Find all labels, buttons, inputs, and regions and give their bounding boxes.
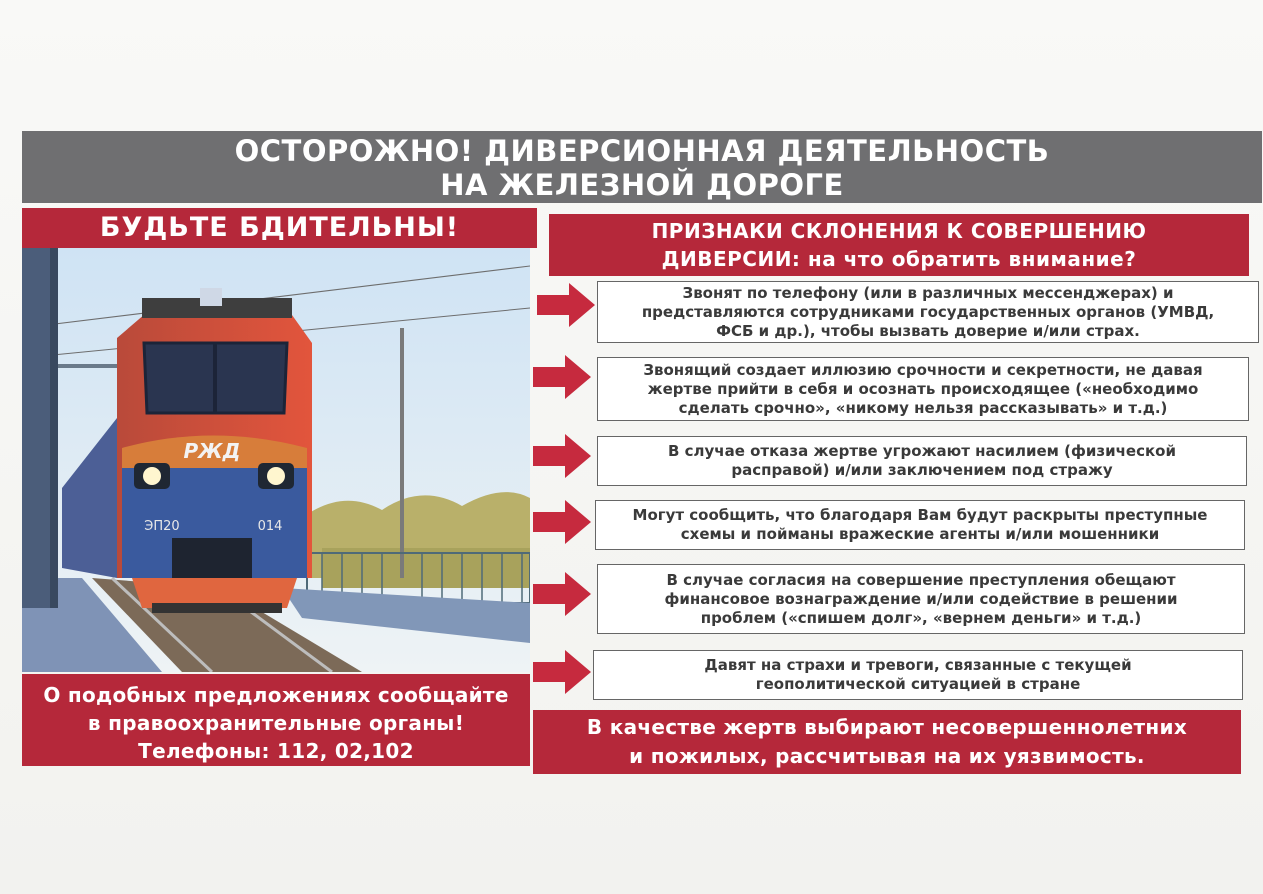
title-line-2: НА ЖЕЛЕЗНОЙ ДОРОГЕ [440,168,844,202]
poster-title [22,131,1262,203]
sign-line: Могут сообщить, что благодаря Вам будут раскрыты преступные [632,506,1208,524]
sign-line: расправой) и/или заключением под стражу [731,461,1113,479]
arrow-right-icon [537,281,597,329]
victims-notice-line-1: В качестве жертв выбирают несовершеннолетних [586,715,1188,739]
arrow-right-icon [533,498,593,546]
sign-text-box [597,281,1259,343]
arrow-right-icon [533,570,593,618]
sign-line: В случае отказа жертве угрожают насилием (физической [668,442,1176,460]
report-phones: Телефоны: 112, 02,102 [138,739,414,763]
signs-heading-line-1: ПРИЗНАКИ СКЛОНЕНИЯ К СОВЕРШЕНИЮ [651,219,1147,243]
vigilance-heading: БУДЬТЕ БДИТЕЛЬНЫ! [22,208,537,248]
arrow-right-icon [533,432,593,480]
sign-line: жертве прийти в себя и осознать происходящее («необходимо [647,379,1199,398]
arrow-right-icon [533,648,593,696]
sign-line: схемы и пойманы вражеские агенты и/или мошенники [680,525,1160,543]
train-illustration [22,248,530,672]
arrow-right-icon [533,353,593,401]
report-notice-line-1: О подобных предложениях сообщайте [43,683,509,707]
locomotive-number-label: 014 [257,519,283,534]
train-photo [22,248,530,672]
sign-line: Давят на страхи и тревоги, связанные с текущей [704,656,1132,674]
sign-line: ФСБ и др.), чтобы вызвать доверие и/или страх. [716,321,1140,340]
locomotive-model-label: ЭП20 [144,519,180,534]
sign-line: представляются сотрудниками государственных органов (УМВД, [641,302,1215,321]
sign-text-box [597,357,1249,421]
victims-notice-line-2: и пожилых, рассчитывая на их уязвимость. [629,744,1145,768]
sign-text-box [595,500,1245,550]
report-notice-line-2: в правоохранительные органы! [87,711,465,735]
sign-line: Звонят по телефону (или в различных мессенджерах) и [682,283,1174,302]
sign-line: проблем («спишем долг», «вернем деньги» и т.д.) [700,608,1142,627]
rzd-logo: РЖД [183,439,241,463]
sign-text-box [593,650,1243,700]
sign-text-box [597,564,1245,634]
victims-notice [533,710,1241,774]
title-line-1: ОСТОРОЖНО! ДИВЕРСИОННАЯ ДЕЯТЕЛЬНОСТЬ [234,134,1050,168]
sign-line: Звонящий создает иллюзию срочности и секретности, не давая [643,360,1203,379]
sign-line: финансовое вознаграждение и/или содействие в решении [664,589,1178,608]
signs-heading-line-2: ДИВЕРСИИ: на что обратить внимание? [661,247,1137,271]
sign-line: сделать срочно», «никому нельзя рассказывать» и т.д.) [678,398,1168,417]
sign-line: геополитической ситуацией в стране [755,675,1081,693]
report-notice [22,674,530,766]
sign-text-box [597,436,1247,486]
sign-line: В случае согласия на совершение преступления обещают [666,570,1176,589]
signs-heading [549,214,1249,276]
